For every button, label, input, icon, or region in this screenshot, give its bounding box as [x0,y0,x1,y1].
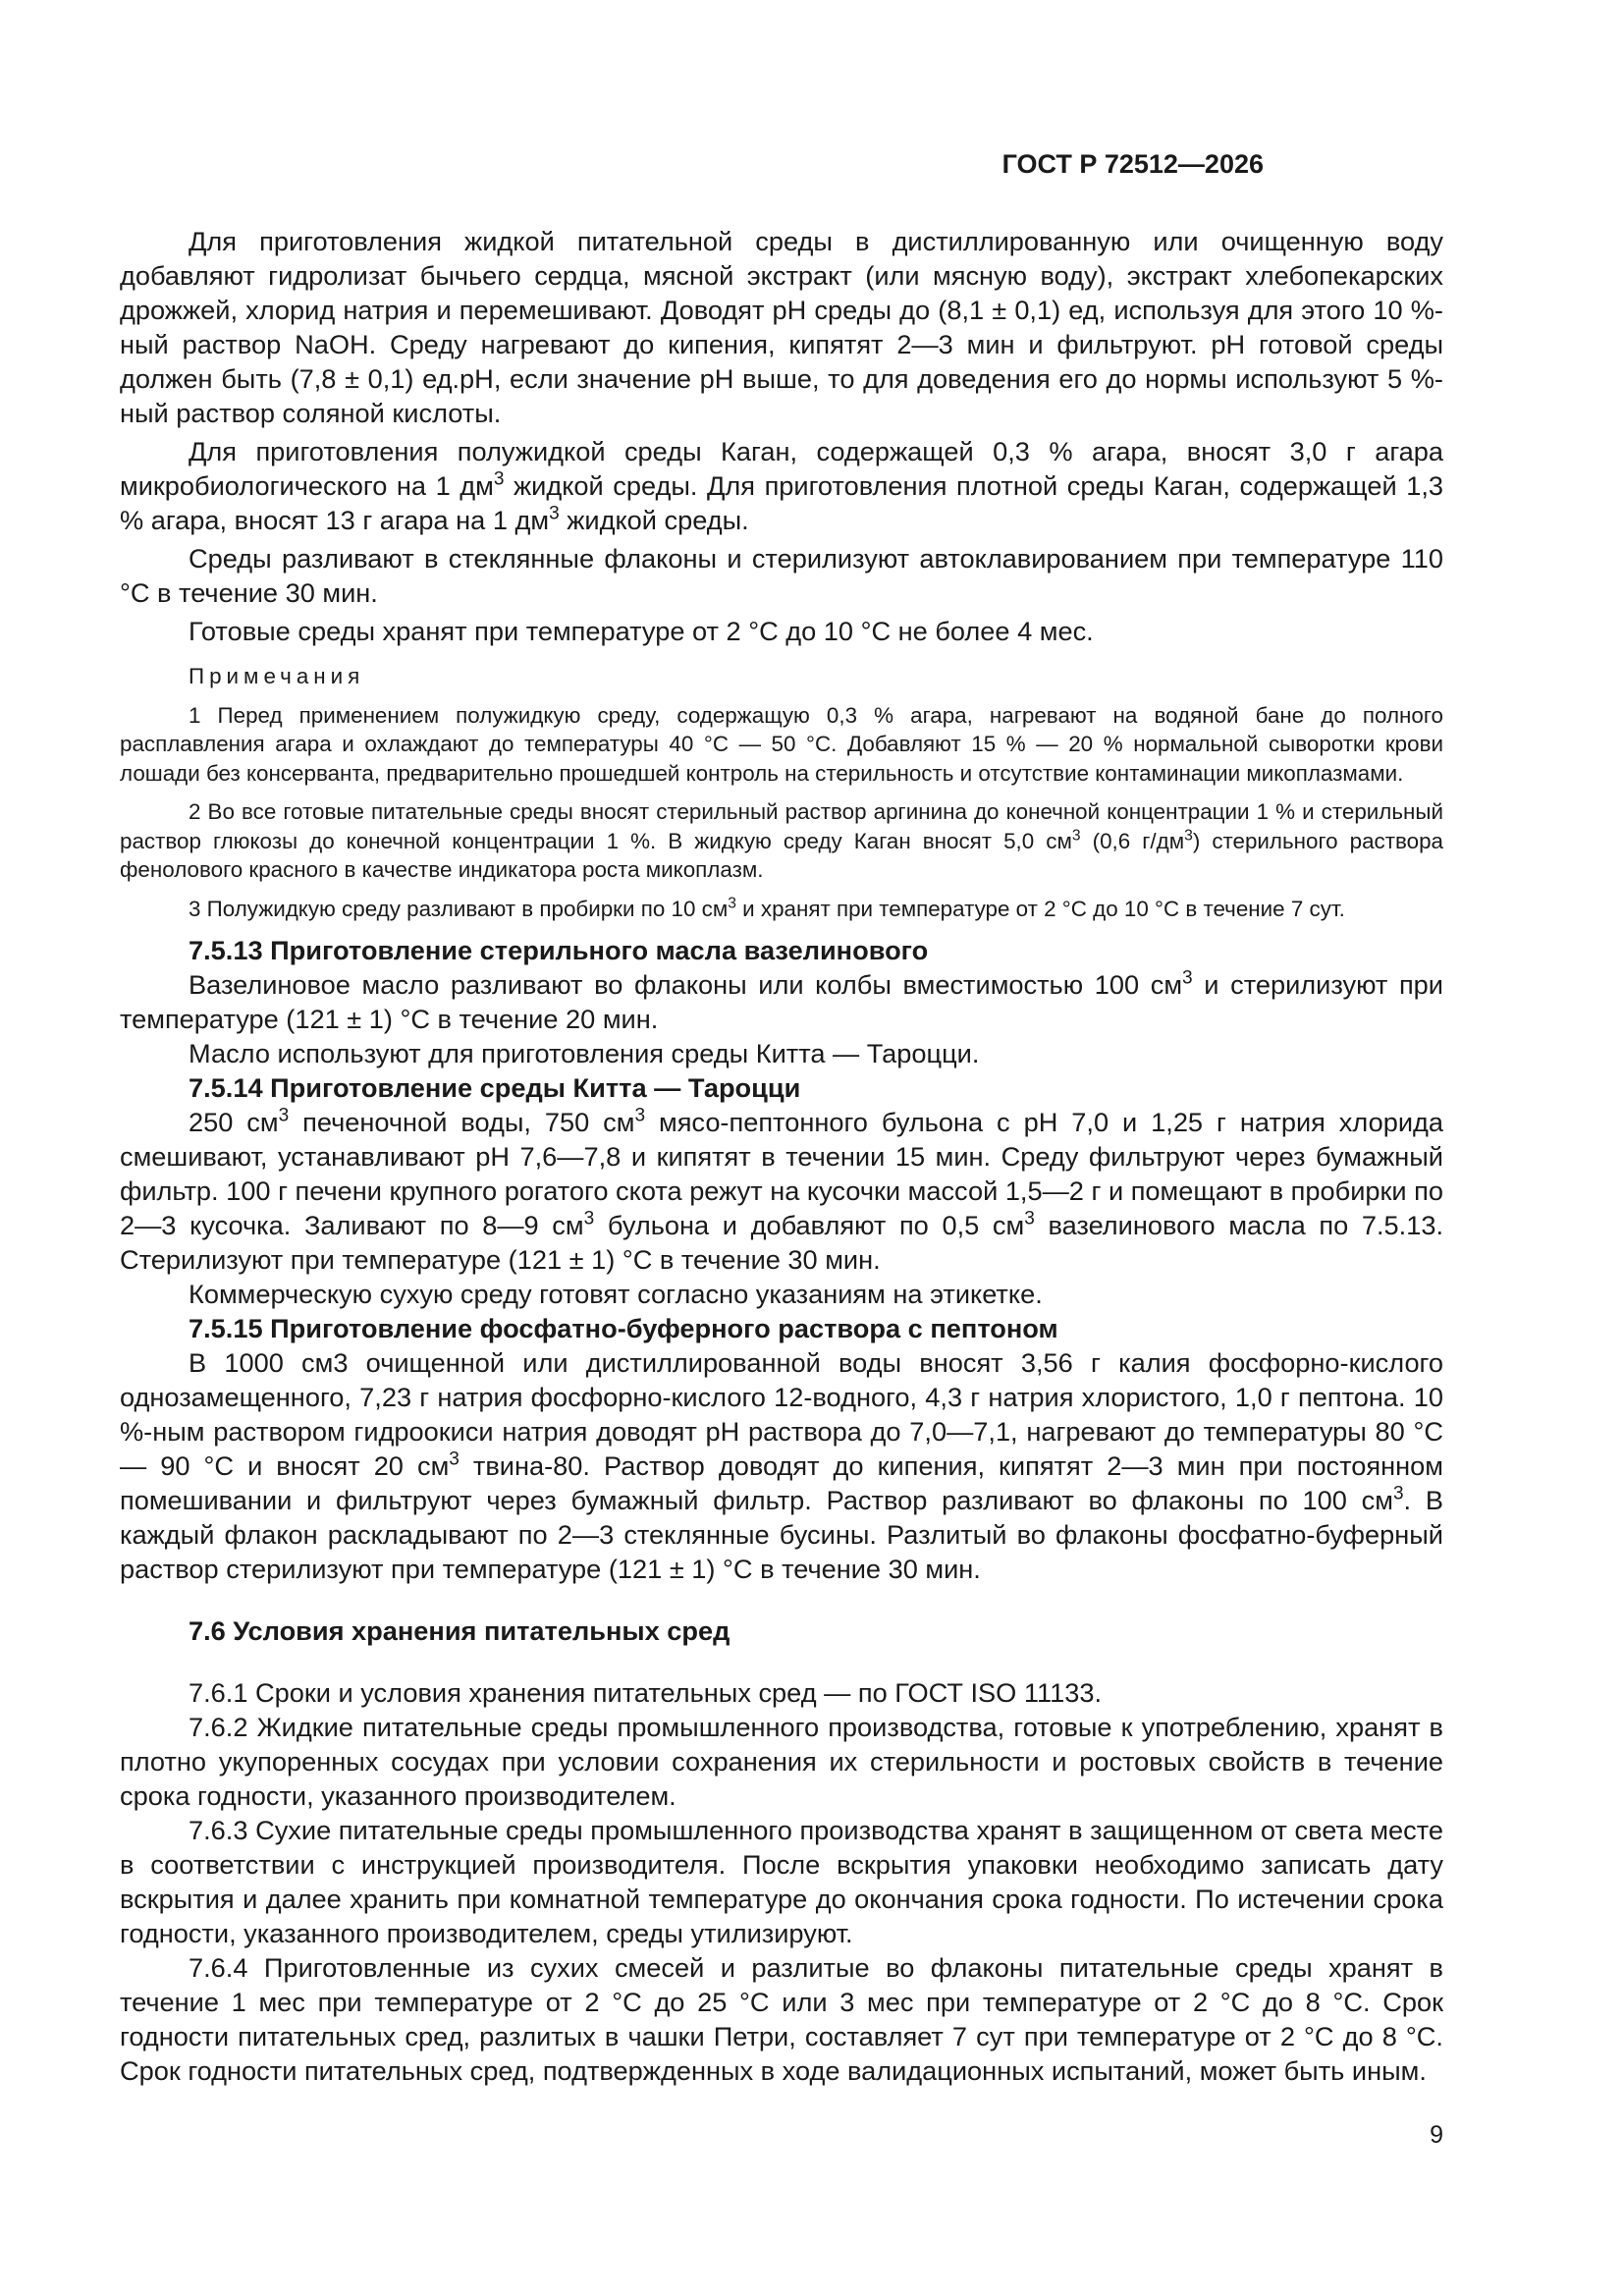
standard-code-header: ГОСТ Р 72512—2026 [1001,149,1264,179]
paragraph: 7.6.1 Сроки и условия хранения питательных сред — по ГОСТ ISO 11133. [189,1677,1102,1708]
paragraph: Коммерческую сухую среду готовят согласно указаниям на этикетке. [189,1279,1043,1309]
document-body [120,224,1443,2088]
paragraph: 250 $см^3$ печеночной воды, 750 $см^3$ мясо-пептонного бульона с pH 7,0 и 1,25 г натрия хлорида смешивают, устанавливают pH 7,6—7,8 и кипятят в течении 15 мин. Среду фильтруют через бумажный фильтр. 100 г печени крупного рогатого скота режут на кусочки массой 1,5—2 г и помещают в пробирки по 2—3 кусочка. Заливают по 8—9 $см^3$ бульона и добавляют по 0,5 $см^3$ вазелинового масла по 7.5.13. Стерилизуют при температуре (121 ± 1) °С в течение 30 мин. [120,1105,1444,1275]
page-number: 9 [1430,2121,1443,2149]
section-heading-7-5-14: 7.5.14 Приготовление среды Китта — Тароцци [189,1072,801,1103]
paragraph: Вазелиновое масло разливают во флаконы или колбы вместимостью 100 $см^3$ и стерилизуют при температуре (121 ± 1) °С в течение 20 мин. [120,967,1443,1034]
paragraph: Готовые среды хранят при температуре от 2 °С до 10 °С не более 4 мес. [189,616,1094,646]
paragraph: 7.6.4 Приготовленные из сухих смесей и разлитые во флаконы питательные среды хранят в течение 1 мес при температуре от 2 °С до 25 °С или 3 мес при температуре от 2 °С до 8 °С. Срок годности питательных сред, разлитых в чашки Петри, составляет 7 сут при температуре от 2 °С до 8 °С. Срок годности питательных сред, подтвержденных в ходе валидационных испытаний, может быть иным. [120,1952,1443,2086]
note-item: 2 Во все готовые питательные среды вносят стерильный раствор аргинина до конечной концентрации 1 % и стерильный раствор глюкозы до конечной концентрации 1 %. В жидкую среду Каган вносят 5,0 $см^3$ (0,6 $г/дм^3$) стерильного раствора фенолового красного в качестве индикатора роста микоплазм. [120,799,1444,882]
paragraph: В 1000 см3 очищенной или дистиллированной воды вносят 3,56 г калия фосфорно-кислого однозамещенного, 7,23 г натрия фосфорно-кислого 12-водного, 4,3 г натрия хлористого, 1,0 г пептона. 10 %-ным раствором гидроокиси натрия доводят pH раствора до 7,0—7,1, нагревают до температуры 80 °С — 90 °С и вносят 20 $см^3$ твина-80. Раствор доводят до кипения, кипятят 2—3 мин при постоянном помешивании и фильтруют через бумажный фильтр. Раствор разливают во флаконы по 100 $см^3$. В каждый флакон раскладывают по 2—3 стеклянные бусины. Разлитый во флаконы фосфатно-буферный раствор стерилизуют при температуре (121 ± 1) °С в течение 30 мин. [120,1347,1443,1584]
paragraph: 7.6.2 Жидкие питательные среды промышленного производства, готовые к употреблению, хранят в плотно укупоренных сосудах при условии сохранения их стерильности и ростовых свойств в течение срока годности, указанного производителем. [120,1712,1443,1811]
note-item: 3 Полужидкую среду разливают в пробирки по 10 $см^3$ и хранят при температуре от 2 °С до 10 °С в течение 7 сут. [189,894,1345,921]
paragraph: Масло используют для приготовления среды Китта — Тароцци. [189,1038,980,1068]
section-heading-7-5-13: 7.5.13 Приготовление стерильного масла вазелинового [189,935,929,965]
section-heading-7-6: 7.6 Условия хранения питательных сред [189,1615,730,1646]
paragraph: 7.6.3 Сухие питательные среды промышленного производства хранят в защищенном от света месте в соответствии с инструкцией производителя. После вскрытия упаковки необходимо записать дату вскрытия и далее хранить при комнатной температуре до окончания срока годности. По истечении срока годности, указанного производителем, среды утилизируют. [120,1815,1443,1948]
section-heading-7-5-15: 7.5.15 Приготовление фосфатно-буферного раствора с пептоном [189,1313,1058,1343]
paragraph: Для приготовления полужидкой среды Каган, содержащей 0,3 % агара, вносят 3,0 г агара микробиологического на 1 $дм^3$ жидкой среды. Для приготовления плотной среды Каган, содержащей 1,3 % агара, вносят 13 г агара на 1 $дм^3$ жидкой среды. [120,436,1443,535]
notes-block [120,662,1443,923]
note-item: 1 Перед применением полужидкую среду, содержащую 0,3 % агара, нагревают на водяной бане до полного расплавления агара и охлаждают до температуры 40 °С — 50 °С. Добавляют 15 % — 20 % нормальной сыворотки крови лошади без консерванта, предварительно прошедшей контроль на стерильность и отсутствие контаминации микоплазмами. [120,702,1443,786]
paragraph: Среды разливают в стеклянные флаконы и стерилизуют автоклавированием при температуре 110 °С в течение 30 мин. [120,543,1443,608]
notes-title: Примечания [189,664,365,688]
paragraph: Для приготовления жидкой питательной среды в дистиллированную или очищенную воду добавляют гидролизат бычьего сердца, мясной экстракт (или мясную воду), экстракт хлебопекарских дрожжей, хлорид натрия и перемешивают. Доводят pH среды до (8,1 ± 0,1) ед, используя для этого 10 %-ный раствор NaOH. Среду нагревают до кипения, кипятят 2—3 мин и фильтруют. pH готовой среды должен быть (7,8 ± 0,1) ед.pH, если значение pH выше, то для доведения его до нормы используют 5 %-ный раствор соляной кислоты. [120,226,1443,428]
